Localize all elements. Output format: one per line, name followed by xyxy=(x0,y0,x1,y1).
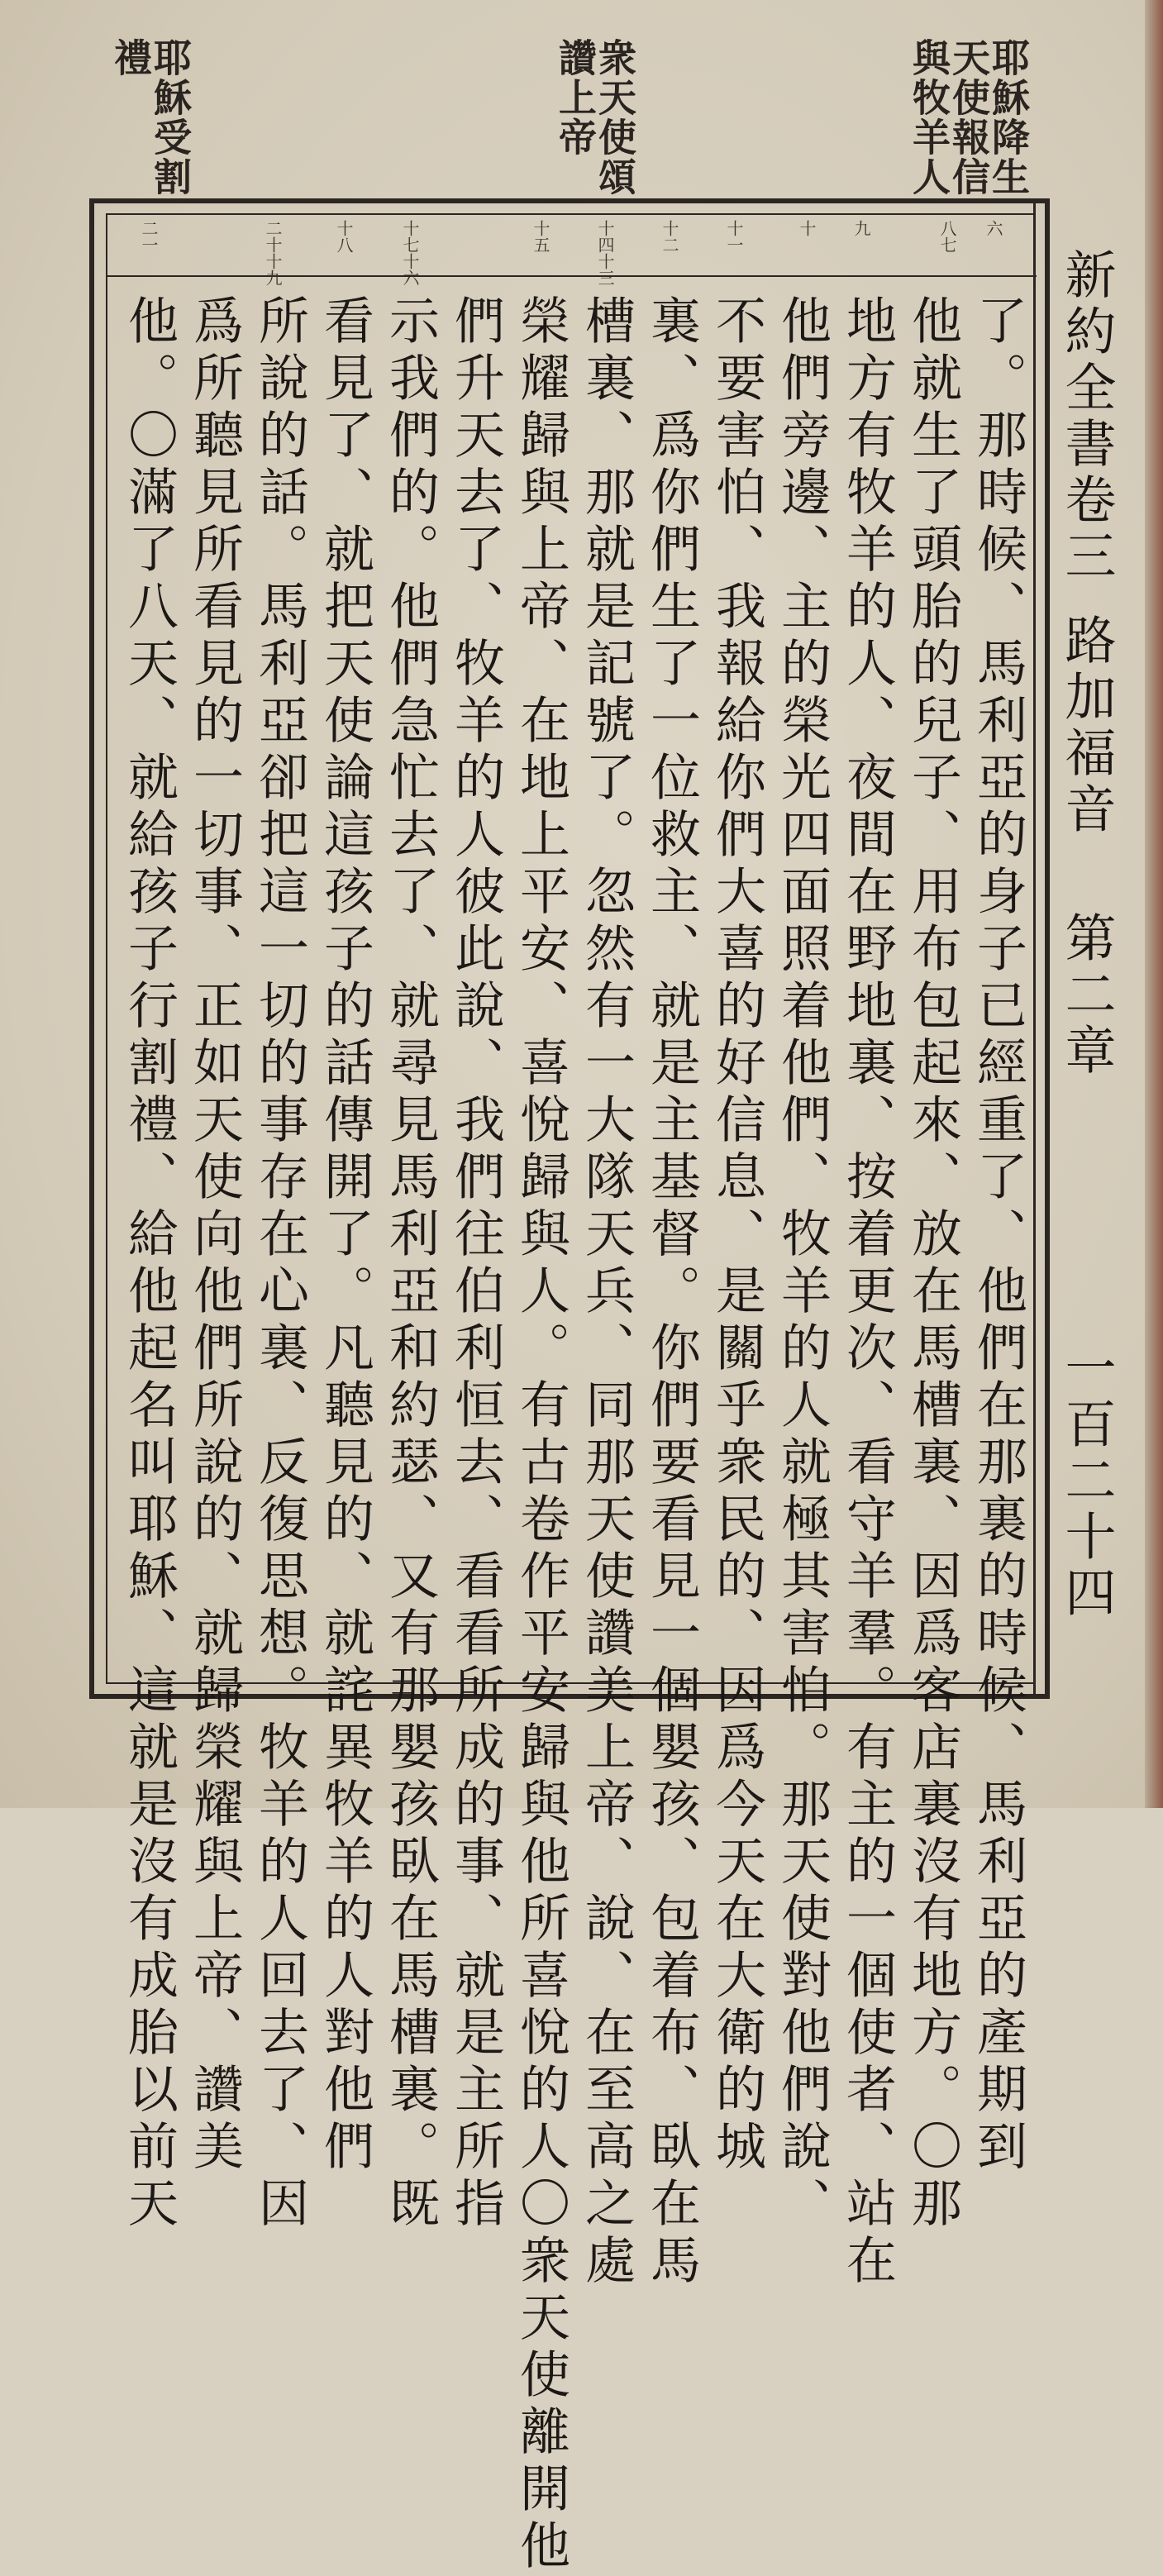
verse-number: 十五 xyxy=(531,220,551,253)
chapter-title: 第二章 xyxy=(1056,911,1117,1080)
verse-number: 十 xyxy=(797,220,817,236)
margin-heading-2-line-2: 讚上帝 xyxy=(553,38,598,157)
margin-heading-1-line-1: 耶穌降生 xyxy=(986,38,1031,197)
margin-heading-1-line-3: 與牧羊人 xyxy=(907,38,951,197)
margin-heading-2 xyxy=(555,38,635,197)
verse-number: 八七 xyxy=(937,220,957,253)
text-column-5: 不要害怕、我報給你們大喜的好信息、是關乎衆民的、因爲今天在大衛的城 xyxy=(708,294,766,2177)
text-column-8: 榮耀歸與上帝、在地上平安、喜悅歸與人。有古卷作平安歸與他所喜悅的人〇衆天使離開他 xyxy=(512,294,570,2576)
verse-number: 十二 xyxy=(660,220,679,253)
margin-heading-3-line-1: 耶穌受割 xyxy=(148,38,193,197)
margin-heading-2-line-1: 衆天使頌 xyxy=(593,38,637,197)
text-column-2: 他就生了頭胎的兒子、用布包起來、放在馬槽裏、因爲客店裏沒有地方。〇那 xyxy=(903,294,962,2234)
text-column-9: 們升天去了、牧羊的人彼此說、我們往伯利恒去、看看所成的事、就是主所指 xyxy=(446,294,505,2234)
text-column-10: 示我們的。他們急忙去了、就尋見馬利亞和約瑟、又有那嬰孩臥在馬槽裏。既 xyxy=(381,294,440,2234)
margin-heading-1-line-2: 天使報信 xyxy=(946,38,991,197)
margin-heading-3 xyxy=(108,38,193,197)
verse-number-divider xyxy=(107,275,1037,277)
verse-number: 十八 xyxy=(334,220,354,253)
gospel-title: 路加福音 xyxy=(1056,613,1117,838)
verse-number: 十四十三 xyxy=(595,220,615,286)
verse-number: 十一 xyxy=(724,220,744,253)
text-column-7: 槽裏、那就是記號了。忽然有一大隊天兵、同那天使讚美上帝、說、在至高之處 xyxy=(577,294,636,2291)
book-title: 新約全書卷三 xyxy=(1056,248,1117,585)
text-column-12: 所說的話。馬利亞卻把這一切的事存在心裏、反復思想。牧羊的人回去了、因 xyxy=(250,294,309,2234)
text-column-11: 看見了、就把天使論這孩子的話傳開了。凡聽見的、就詫異牧羊的人對他們 xyxy=(316,294,374,2177)
page-number: 一百二十四 xyxy=(1056,1341,1117,1622)
verse-number: 二十十九 xyxy=(263,220,283,286)
verse-number: 二一 xyxy=(139,220,159,253)
book-spine-edge xyxy=(1145,0,1163,1808)
header-divider xyxy=(1033,198,1036,1699)
text-column-13: 爲所聽見所看見的一切事、正如天使向他們所說的、就歸榮耀與上帝、讚美 xyxy=(185,294,244,2177)
text-column-1: 了。那時候、馬利亞的身子已經重了、他們在那裏的時候、馬利亞的產期到 xyxy=(969,294,1027,2177)
verse-number: 十七十六 xyxy=(400,220,420,286)
verse-number: 六 xyxy=(984,220,1003,236)
text-column-4: 他們旁邊、主的榮光四面照着他們、牧羊的人就極其害怕。那天使對他們說、 xyxy=(773,294,832,2234)
margin-heading-3-line-2: 禮 xyxy=(108,38,153,78)
verse-number: 九 xyxy=(851,220,871,236)
text-column-3: 地方有牧羊的人、夜間在野地裏、按着更次、看守羊羣。有主的一個使者、站在 xyxy=(838,294,897,2291)
text-column-14: 他。〇滿了八天、就給孩子行割禮、給他起名叫耶穌、這就是沒有成胎以前天 xyxy=(120,294,179,2234)
margin-heading-1 xyxy=(907,38,1031,197)
text-column-6: 裏、爲你們生了一位救主、就是主基督。你們要看見一個嬰孩、包着布、臥在馬 xyxy=(642,294,701,2291)
